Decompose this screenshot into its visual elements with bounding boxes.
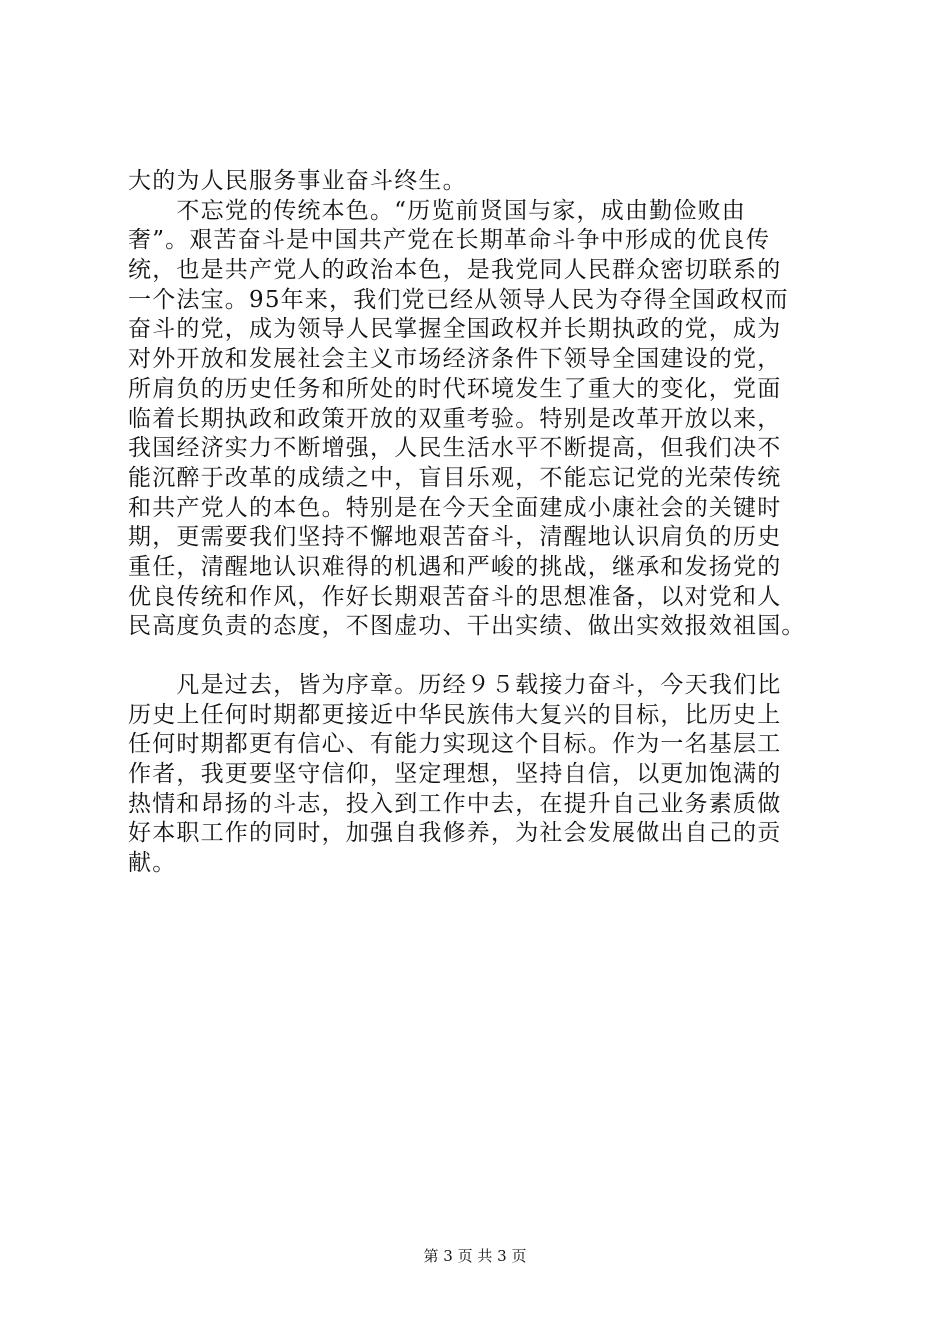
text-line: 大的为人民服务事业奋斗终生。 <box>128 168 467 194</box>
text-line: 所肩负的历史任务和所处的时代环境发生了重大的变化，党面 <box>128 375 782 402</box>
text-line: 重任，清醒地认识难得的机遇和严峻的挑战，继承和发扬党的 <box>128 553 782 580</box>
text-line: 凡是过去，皆为序章。历经９５载接力奋斗，今天我们比 <box>128 672 782 698</box>
text-line: 作者，我更要坚守信仰，坚定理想，坚持自信，以更加饱满的 <box>128 761 782 788</box>
text-line: 热情和昂扬的斗志，投入到工作中去，在提升自己业务素质做 <box>128 790 782 817</box>
text-line: 好本职工作的同时，加强自我修养，为社会发展做出自己的贡 <box>128 820 782 847</box>
page-footer: 第 3 页 共 3 页 <box>423 1247 527 1265</box>
text-line: 任何时期都更有信心、有能力实现这个目标。作为一名基层工 <box>128 731 782 758</box>
paragraph-2 <box>128 197 828 642</box>
text-line: 奋斗的党，成为领导人民掌握全国政权并长期执政的党，成为 <box>128 316 782 343</box>
paragraph-1 <box>128 167 828 197</box>
text-line: 和共产党人的本色。特别是在今天全面建成小康社会的关键时 <box>128 494 782 521</box>
text-line: 对外开放和发展社会主义市场经济条件下领导全国建设的党， <box>128 346 782 373</box>
text-line: 民高度负责的态度，不图虚功、干出实绩、做出实效报效祖国。 <box>128 613 806 640</box>
text-line: 能沉醉于改革的成绩之中，盲目乐观，不能忘记党的光荣传统 <box>128 464 782 491</box>
paragraph-3 <box>128 671 828 879</box>
text-line: 期，更需要我们坚持不懈地艰苦奋斗，清醒地认识肩负的历史 <box>128 524 782 551</box>
text-line: 统，也是共产党人的政治本色，是我党同人民群众密切联系的 <box>128 257 782 284</box>
text-line: 不忘党的传统本色。“历览前贤国与家，成由勤俭败由 <box>128 197 746 224</box>
text-line: 我国经济实力不断增强，人民生活水平不断提高，但我们决不 <box>128 435 782 462</box>
body-text <box>128 167 828 879</box>
paragraph-gap <box>128 642 828 671</box>
text-line: 奢”。艰苦奋斗是中国共产党在长期革命斗争中形成的优良传 <box>128 227 771 254</box>
text-line: 历史上任何时期都更接近中华民族伟大复兴的目标，比历史上 <box>128 701 782 728</box>
text-line: 献。 <box>128 850 177 877</box>
text-line: 一个法宝。95年来，我们党已经从领导人民为夺得全国政权而 <box>128 286 789 313</box>
text-line: 优良传统和作风，作好长期艰苦奋斗的思想准备，以对党和人 <box>128 583 782 610</box>
text-line: 临着长期执政和政策开放的双重考验。特别是改革开放以来， <box>128 405 782 432</box>
